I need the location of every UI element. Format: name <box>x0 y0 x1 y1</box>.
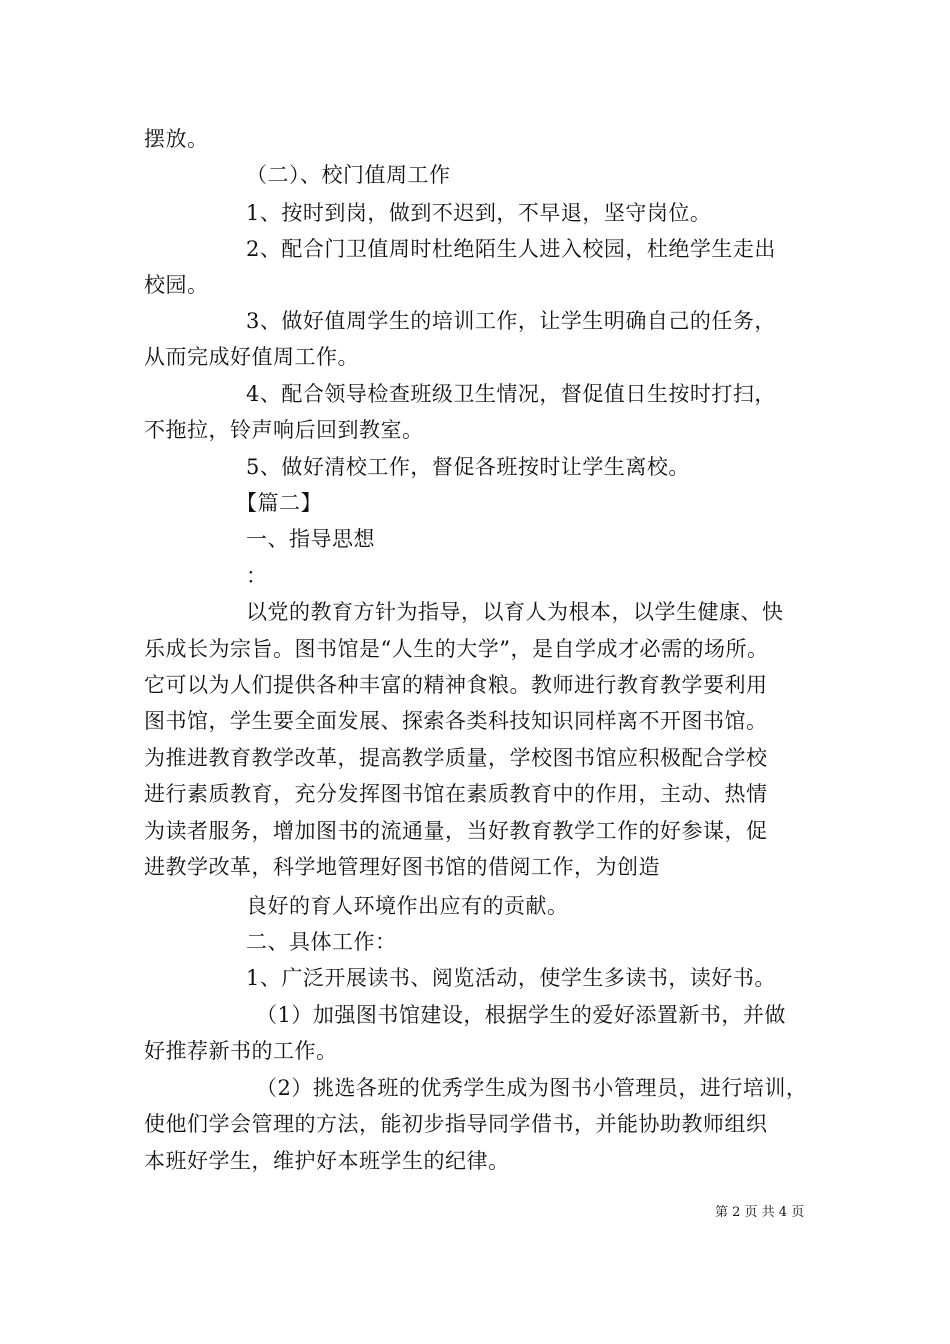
text-line: 使他们学会管理的方法，能初步指导同学借书，并能协助教师组织 <box>144 1112 768 1136</box>
text-line: 进教学改革，科学地管理好图书馆的借阅工作，为创造 <box>144 855 660 879</box>
text-line: 摆放。 <box>144 127 209 151</box>
text-line: 它可以为人们提供各种丰富的精神食粮。教师进行教育教学要利用 <box>144 673 768 697</box>
text-line: 为读者服务，增加图书的流通量，当好教育教学工作的好参谋，促 <box>144 819 768 843</box>
text-line: （2）挑选各班的优秀学生成为图书小管理员，进行培训， <box>256 1076 808 1100</box>
section-heading: （二）、校门值周工作 <box>246 163 451 187</box>
text-line: （1）加强图书馆建设，根据学生的爱好添置新书，并做 <box>256 1003 786 1027</box>
text-line: 从而完成好值周工作。 <box>144 345 359 369</box>
text-line: 1、按时到岗，做到不迟到，不早退，坚守岗位。 <box>246 201 712 225</box>
text-line: 好推荐新书的工作。 <box>144 1039 338 1063</box>
section-heading: 【篇二】 <box>236 491 322 515</box>
text-line: 5、做好清校工作，督促各班按时让学生离校。 <box>246 455 690 479</box>
text-line: 1、广泛开展读书、阅览活动，使学生多读书，读好书。 <box>246 966 776 990</box>
page-number: 第 2 页 共 4 页 <box>715 1205 805 1220</box>
text-line: ： <box>246 564 268 588</box>
text-line: 不拖拉，铃声响后回到教室。 <box>144 418 424 442</box>
text-line: 良好的育人环境作出应有的贡献。 <box>246 894 569 918</box>
text-line: 2、配合门卫值周时杜绝陌生人进入校园，杜绝学生走出 <box>246 237 776 261</box>
text-line: 3、做好值周学生的培训工作，让学生明确自己的任务， <box>246 309 776 333</box>
text-line: 校园。 <box>144 273 209 297</box>
text-line: 乐成长为宗旨。图书馆是“人生的大学”，是自学成才必需的场所。 <box>144 637 769 661</box>
text-line: 以党的教育方针为指导，以育人为根本，以学生健康、快 <box>246 600 784 624</box>
text-line: 为推进教育教学改革，提高教学质量，学校图书馆应积极配合学校 <box>144 746 768 770</box>
text-line: 图书馆，学生要全面发展、探索各类科技知识同样离不开图书馆。 <box>144 709 768 733</box>
section-heading: 二、具体工作： <box>246 930 397 954</box>
text-line: 本班好学生，维护好本班学生的纪律。 <box>144 1149 510 1173</box>
section-heading: 一、指导思想 <box>246 527 375 551</box>
text-line: 4、配合领导检查班级卫生情况，督促值日生按时打扫， <box>246 382 776 406</box>
text-line: 进行素质教育，充分发挥图书馆在素质教育中的作用，主动、热情 <box>144 782 768 806</box>
